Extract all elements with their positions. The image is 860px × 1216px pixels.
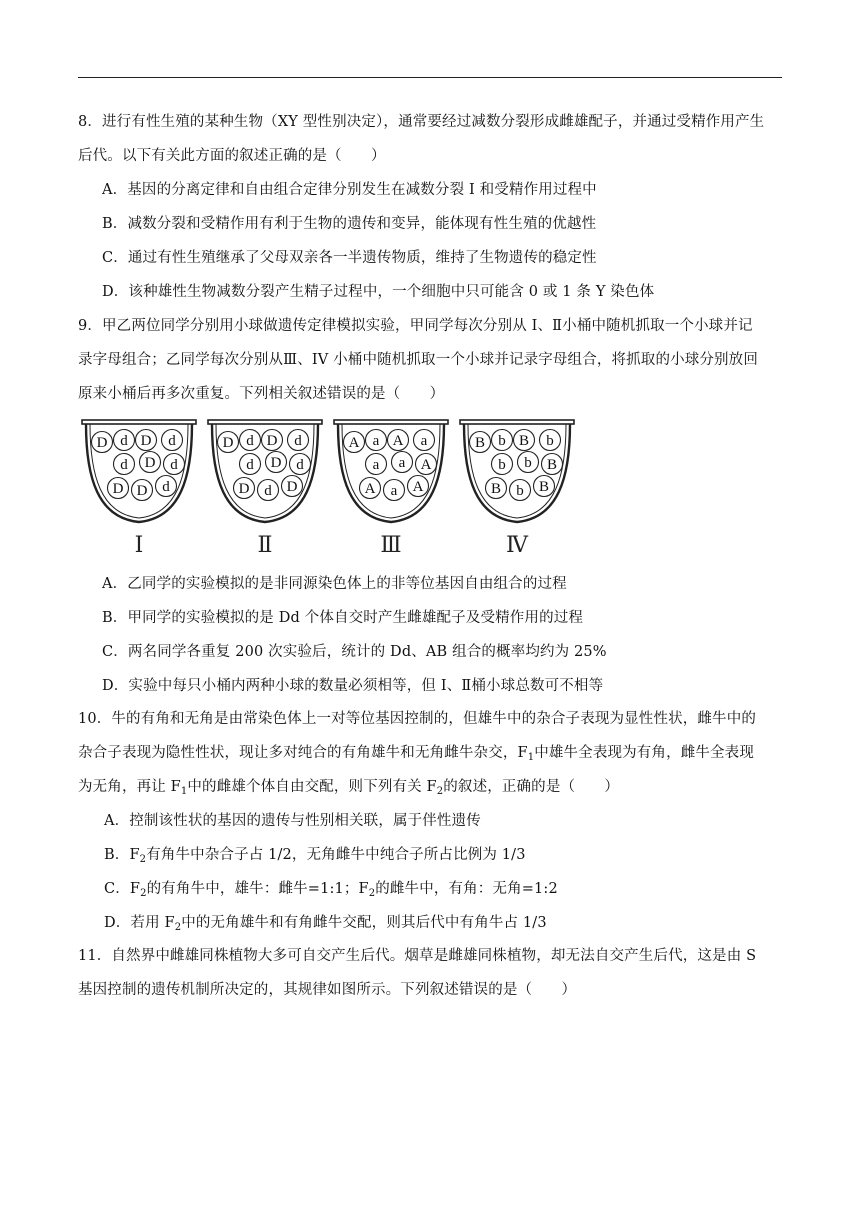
bucket-figure [78,418,598,558]
ball-label: a [372,457,380,473]
ball-label: D [96,435,108,451]
q9-option-d: D．实验中每只小桶内两种小球的数量必须相等，但 I、Ⅱ桶小球总数可不相等 [102,678,604,694]
ball-label: D [270,455,282,471]
ball-label: D [238,481,250,497]
ball-label: d [296,457,304,473]
bucket-label: Ⅲ [380,533,402,558]
ball-label: b [524,455,532,471]
bucket-rim [334,420,448,424]
ball-label: a [390,483,398,499]
bucket-rim [208,420,322,424]
ball-label: A [420,457,432,473]
q9-option-b: B．甲同学的实验模拟的是 Dd 个体自交时产生雌雄配子及受精作用的过程 [102,610,584,626]
ball-label: B [538,479,550,495]
ball-label: D [266,433,278,449]
bucket-2 [208,420,322,558]
q10-option-d: D．若用 $F_2$中的无角雄牛和有角雌牛交配，则其后代中有角牛占 1/3 [104,915,547,933]
ball-label: D [136,483,148,499]
q9-stem-line3: 原来小桶后再多次重复。下列相关叙述错误的是（ ） [78,386,445,402]
ball-label: D [140,433,152,449]
q8-stem-line2: 后代。以下有关此方面的叙述正确的是（ ） [78,148,386,164]
bucket-1 [82,420,196,558]
bucket-rim [82,420,196,424]
ball-label: d [168,433,176,449]
ball-label: A [348,435,360,451]
q9-option-c: C．两名同学各重复 200 次实验后，统计的 Dd、AB 组合的概率均约为 25% [102,644,607,660]
ball-label: A [412,479,424,495]
bucket-label: Ⅱ [257,533,273,558]
ball-label: B [474,435,486,451]
q11-stem-line2: 基因控制的遗传机制所决定的，其规律如图所示。下列叙述错误的是（ ） [78,982,577,998]
ball-label: D [112,481,124,497]
ball-label: d [246,433,254,449]
bucket-label: Ⅰ [134,533,144,558]
ball-label: b [516,483,524,499]
q8-option-d: D．该种雄性生物减数分裂产生精子过程中，一个细胞中只可能含 0 或 1 条 Y 染色体 [102,284,655,300]
ball-label: d [246,457,254,473]
q9-stem-line1: 9．甲乙两位同学分别用小球做遗传定律模拟实验，甲同学每次分别从 I、Ⅱ小桶中随机抓取一个小球并记 [78,318,753,334]
ball-label: A [364,481,376,497]
ball-label: b [498,433,506,449]
q9-option-a: A．乙同学的实验模拟的是非同源染色体上的非等位基因自由组合的过程 [102,576,567,592]
q10-option-c: C．$F_2$的有角牛中，雄牛：雌牛=1:1；$F_2$的雌牛中，有角：无角=1:2 [104,881,558,899]
ball-label: D [222,435,234,451]
bucket-label: Ⅳ [506,533,528,558]
ball-label: a [372,433,380,449]
ball-label: b [546,433,554,449]
ball-label: b [498,457,506,473]
ball-label: D [144,455,156,471]
ball-label: B [490,481,502,497]
bucket-3 [334,420,448,558]
q8-stem-line1: 8．进行有性生殖的某种生物（XY 型性别决定），通常要经过减数分裂形成雌雄配子，并通过受精作用产生 [78,114,765,130]
q8-option-a: A．基因的分离定律和自由组合定律分别发生在减数分裂 I 和受精作用过程中 [102,182,597,198]
ball-label: B [518,433,530,449]
q9-stem-line2: 录字母组合；乙同学每次分别从Ⅲ、IV 小桶中随机抓取一个小球并记录字母组合，将抓取的小球分别放回 [78,352,758,368]
q10-stem-line1: 10．牛的有角和无角是由常染色体上一对等位基因控制的，但雄牛中的杂合子表现为显性性状，雌牛中的 [78,711,756,727]
ball-label: d [120,457,128,473]
ball-label: A [392,433,404,449]
bucket-4 [460,420,574,558]
q11-stem-line1: 11．自然界中雌雄同株植物大多可自交产生后代。烟草是雌雄同株植物，却无法自交产生后代，这是由 S [78,948,757,964]
q10-option-a: A．控制该性状的基因的遗传与性别相关联，属于伴性遗传 [104,813,481,829]
q10-stem-line2: 杂合子表现为隐性性状，现让多对纯合的有角雄牛和无角雌牛杂交，$F_1$中雄牛全表现为有角，雌牛全表现 [78,745,754,763]
ball-label: d [294,433,302,449]
ball-label: d [170,457,178,473]
ball-label: d [120,433,128,449]
ball-label: D [286,479,298,495]
ball-label: d [264,483,272,499]
q10-option-b: B．$F_2$有角牛中杂合子占 1/2，无角雌牛中纯合子所占比例为 1/3 [104,847,526,865]
bucket-rim [460,420,574,424]
ball-label: d [162,479,170,495]
ball-label: a [420,433,428,449]
ball-label: a [398,455,406,471]
q8-option-b: B．减数分裂和受精作用有利于生物的遗传和变异，能体现有性生殖的优越性 [102,216,597,232]
q10-stem-line3: 为无角，再让 $F_1$中的雌雄个体自由交配，则下列有关 $F_2$的叙述，正确的是（ ） [78,779,620,797]
header-rule [78,77,782,78]
ball-label: B [546,457,558,473]
q8-option-c: C．通过有性生殖继承了父母双亲各一半遗传物质，维持了生物遗传的稳定性 [102,250,597,266]
